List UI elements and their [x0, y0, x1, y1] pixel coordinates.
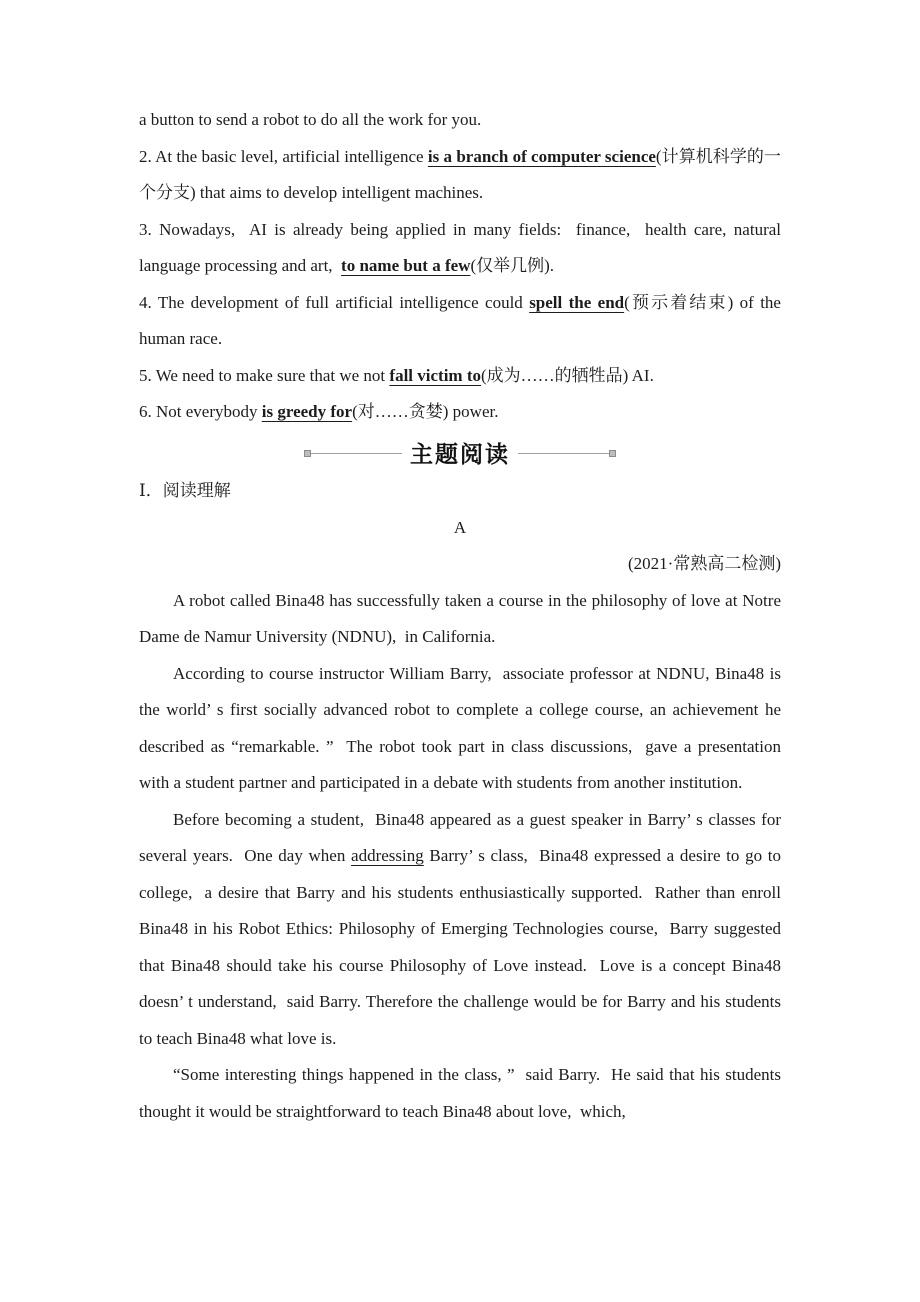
phrase-item-pre-text: 5. We need to make sure that we not — [139, 365, 390, 385]
section-title: 主题阅读 — [410, 440, 510, 467]
passage-label: A — [453, 517, 467, 537]
paragraph-text: According to course instructor William Barry, associate professor at NDNU, Bina48 is the world’ s first socially advanced robot to complete a college course, an achievement he described as “remarkable. ” The robot took part in class discussions, gave a presentation with a student partner and participated in a debate with students from another institution. — [139, 663, 786, 792]
passage-body — [139, 583, 786, 1131]
phrases-list — [139, 139, 786, 431]
phrase-item-pre-text: 3. Nowadays, AI is already being applied in many fields: finance, health care, natural language processing and art, — [139, 219, 786, 275]
key-phrase: fall victim to — [389, 365, 482, 385]
key-phrase: spell the end — [529, 292, 625, 312]
deco-right-rule — [518, 453, 609, 454]
passage-paragraph — [139, 1057, 786, 1130]
key-phrase: to name but a few — [341, 256, 471, 275]
part-label: Ⅰ．阅读理解 — [139, 481, 231, 500]
phrase-item — [139, 212, 786, 285]
passage-paragraph — [139, 656, 786, 802]
paragraph-text: Barry’ s class, Bina48 expressed a desire to go to college, a desire that Barry and his students enthusiastically supported. Rather than enroll Bina48 in his Robot Ethics: Philosophy of Emerging Technologies course, Barry suggested that Bina48 should take his course Philosophy of Love instead. Love is a concept Bina48 doesn’ t understand, said Barry. Therefore the challenge would be for Barry and his students to teach Bina48 what love is. — [139, 846, 786, 1048]
phrase-item — [139, 358, 781, 395]
passage-source: (2021·常熟高二检测) — [628, 554, 781, 573]
deco-left-rule — [311, 453, 402, 454]
paragraph-text: Before becoming a student, Bina48 appeared as a guest speaker in Barry’ s classes for several years. One day when — [139, 809, 786, 865]
phrase-item-pre-text: 2. At the basic level, artificial intelligence — [139, 146, 428, 166]
phrase-continuation-line: a button to send a robot to do all the work for you. — [139, 110, 482, 129]
passage-paragraph — [139, 583, 786, 656]
phrase-item-post-text: (预示着结束) of the human race. — [139, 292, 786, 348]
paragraph-text: A robot called Bina48 has successfully taken a course in the philosophy of love at Notre Dame de Namur University (NDNU), in California. — [139, 590, 786, 646]
phrase-item — [139, 285, 786, 358]
phrase-item-post-text: (对……贪婪) power. — [352, 402, 499, 421]
phrase-item-pre-text: 4. The development of full artificial intelligence could — [139, 292, 530, 312]
section-header — [304, 436, 616, 473]
paragraph-text: “Some interesting things happened in the class, ” said Barry. He said that his students thought it would be straightforward to teach Bina48 about love, which, — [139, 1065, 786, 1121]
key-phrase: is a branch of computer science — [427, 146, 656, 166]
phrase-item-pre-text: 6. Not everybody — [139, 402, 262, 421]
phrase-item — [139, 394, 781, 431]
passage-paragraph — [139, 802, 786, 1058]
key-phrase: is greedy for — [261, 402, 353, 421]
underlined-word: addressing — [351, 846, 424, 865]
phrase-item — [139, 139, 781, 212]
phrase-item-post-text: (仅举几例). — [470, 256, 555, 275]
deco-left-end-icon — [304, 450, 311, 457]
phrase-item-post-text: (计算机科学的一个分支) that aims to develop intelligent machines. — [139, 146, 781, 202]
deco-right-end-icon — [609, 450, 616, 457]
phrase-item-post-text: (成为……的牺牲品) AI. — [481, 365, 654, 385]
